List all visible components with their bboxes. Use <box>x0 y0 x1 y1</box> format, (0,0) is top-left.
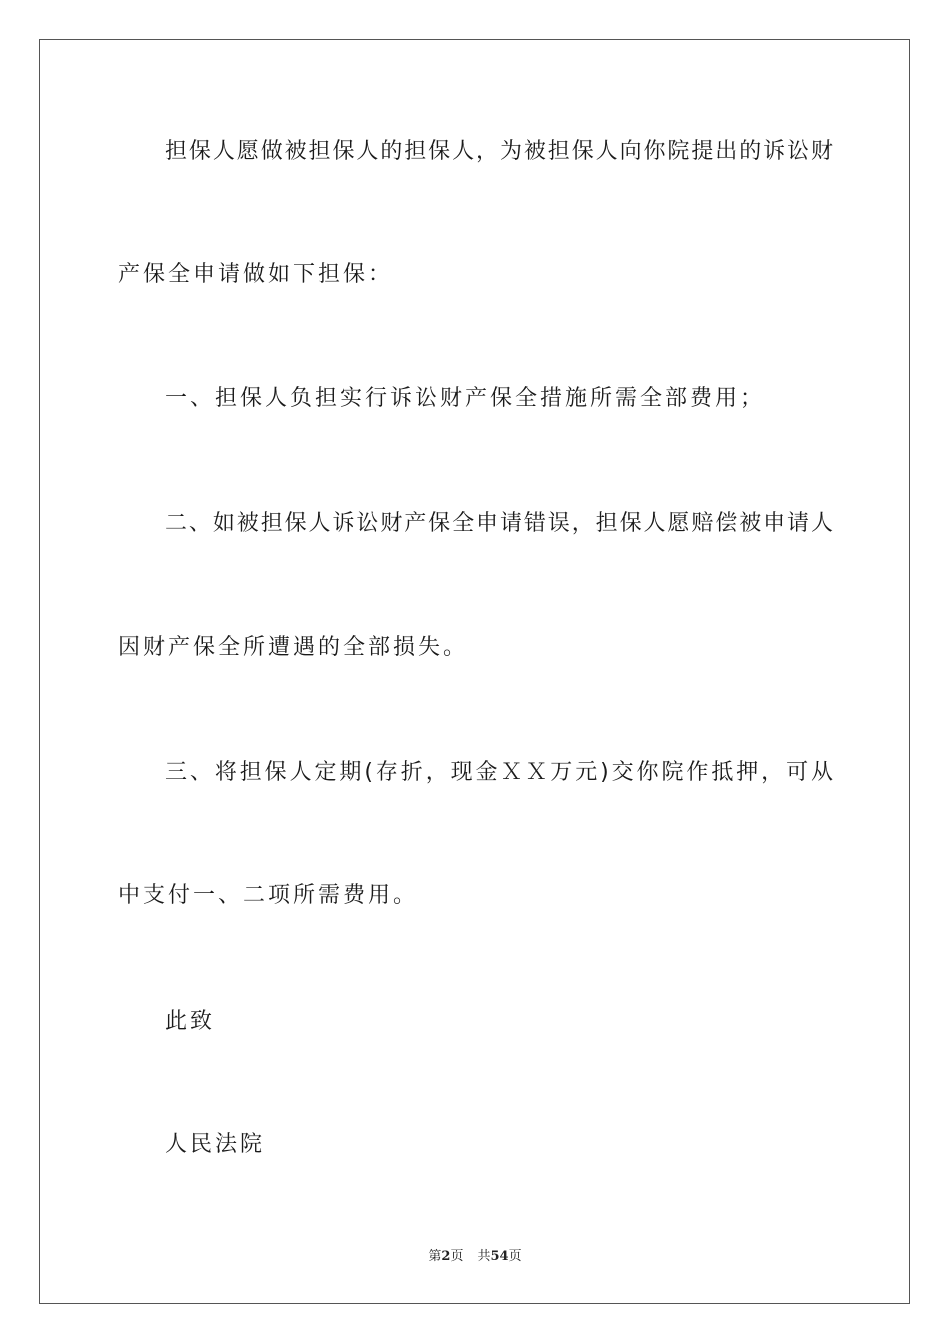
paragraph-intro-line-1: 担保人愿做被担保人的担保人，为被担保人向你院提出的诉讼财 <box>165 139 833 164</box>
clause-one: 一、担保人负担实行诉讼财产保全措施所需全部费用； <box>165 386 766 411</box>
recipient-court: 人民法院 <box>165 1132 266 1157</box>
footer-page-suffix: 页 <box>450 1249 464 1264</box>
clause-three-line-2: 中支付一、二项所需费用。 <box>118 883 419 908</box>
footer-total-suffix: 页 <box>508 1249 522 1264</box>
closing-salutation: 此致 <box>165 1009 216 1034</box>
page-footer <box>0 1248 950 1266</box>
footer-page-prefix: 第 <box>428 1249 442 1264</box>
footer-total-pages: 54 <box>490 1249 509 1264</box>
paragraph-intro-line-2: 产保全申请做如下担保： <box>118 262 394 287</box>
clause-two-line-1: 二、如被担保人诉讼财产保全申请错误，担保人愿赔偿被申请人 <box>165 511 833 536</box>
page-border <box>39 39 910 1304</box>
footer-total-prefix: 共 <box>477 1249 491 1264</box>
clause-three-line-1: 三、将担保人定期(存折，现金ＸＸ万元)交你院作抵押，可从 <box>165 760 833 785</box>
footer-page-number: 2 <box>441 1249 451 1264</box>
clause-two-line-2: 因财产保全所遭遇的全部损失。 <box>118 635 469 660</box>
